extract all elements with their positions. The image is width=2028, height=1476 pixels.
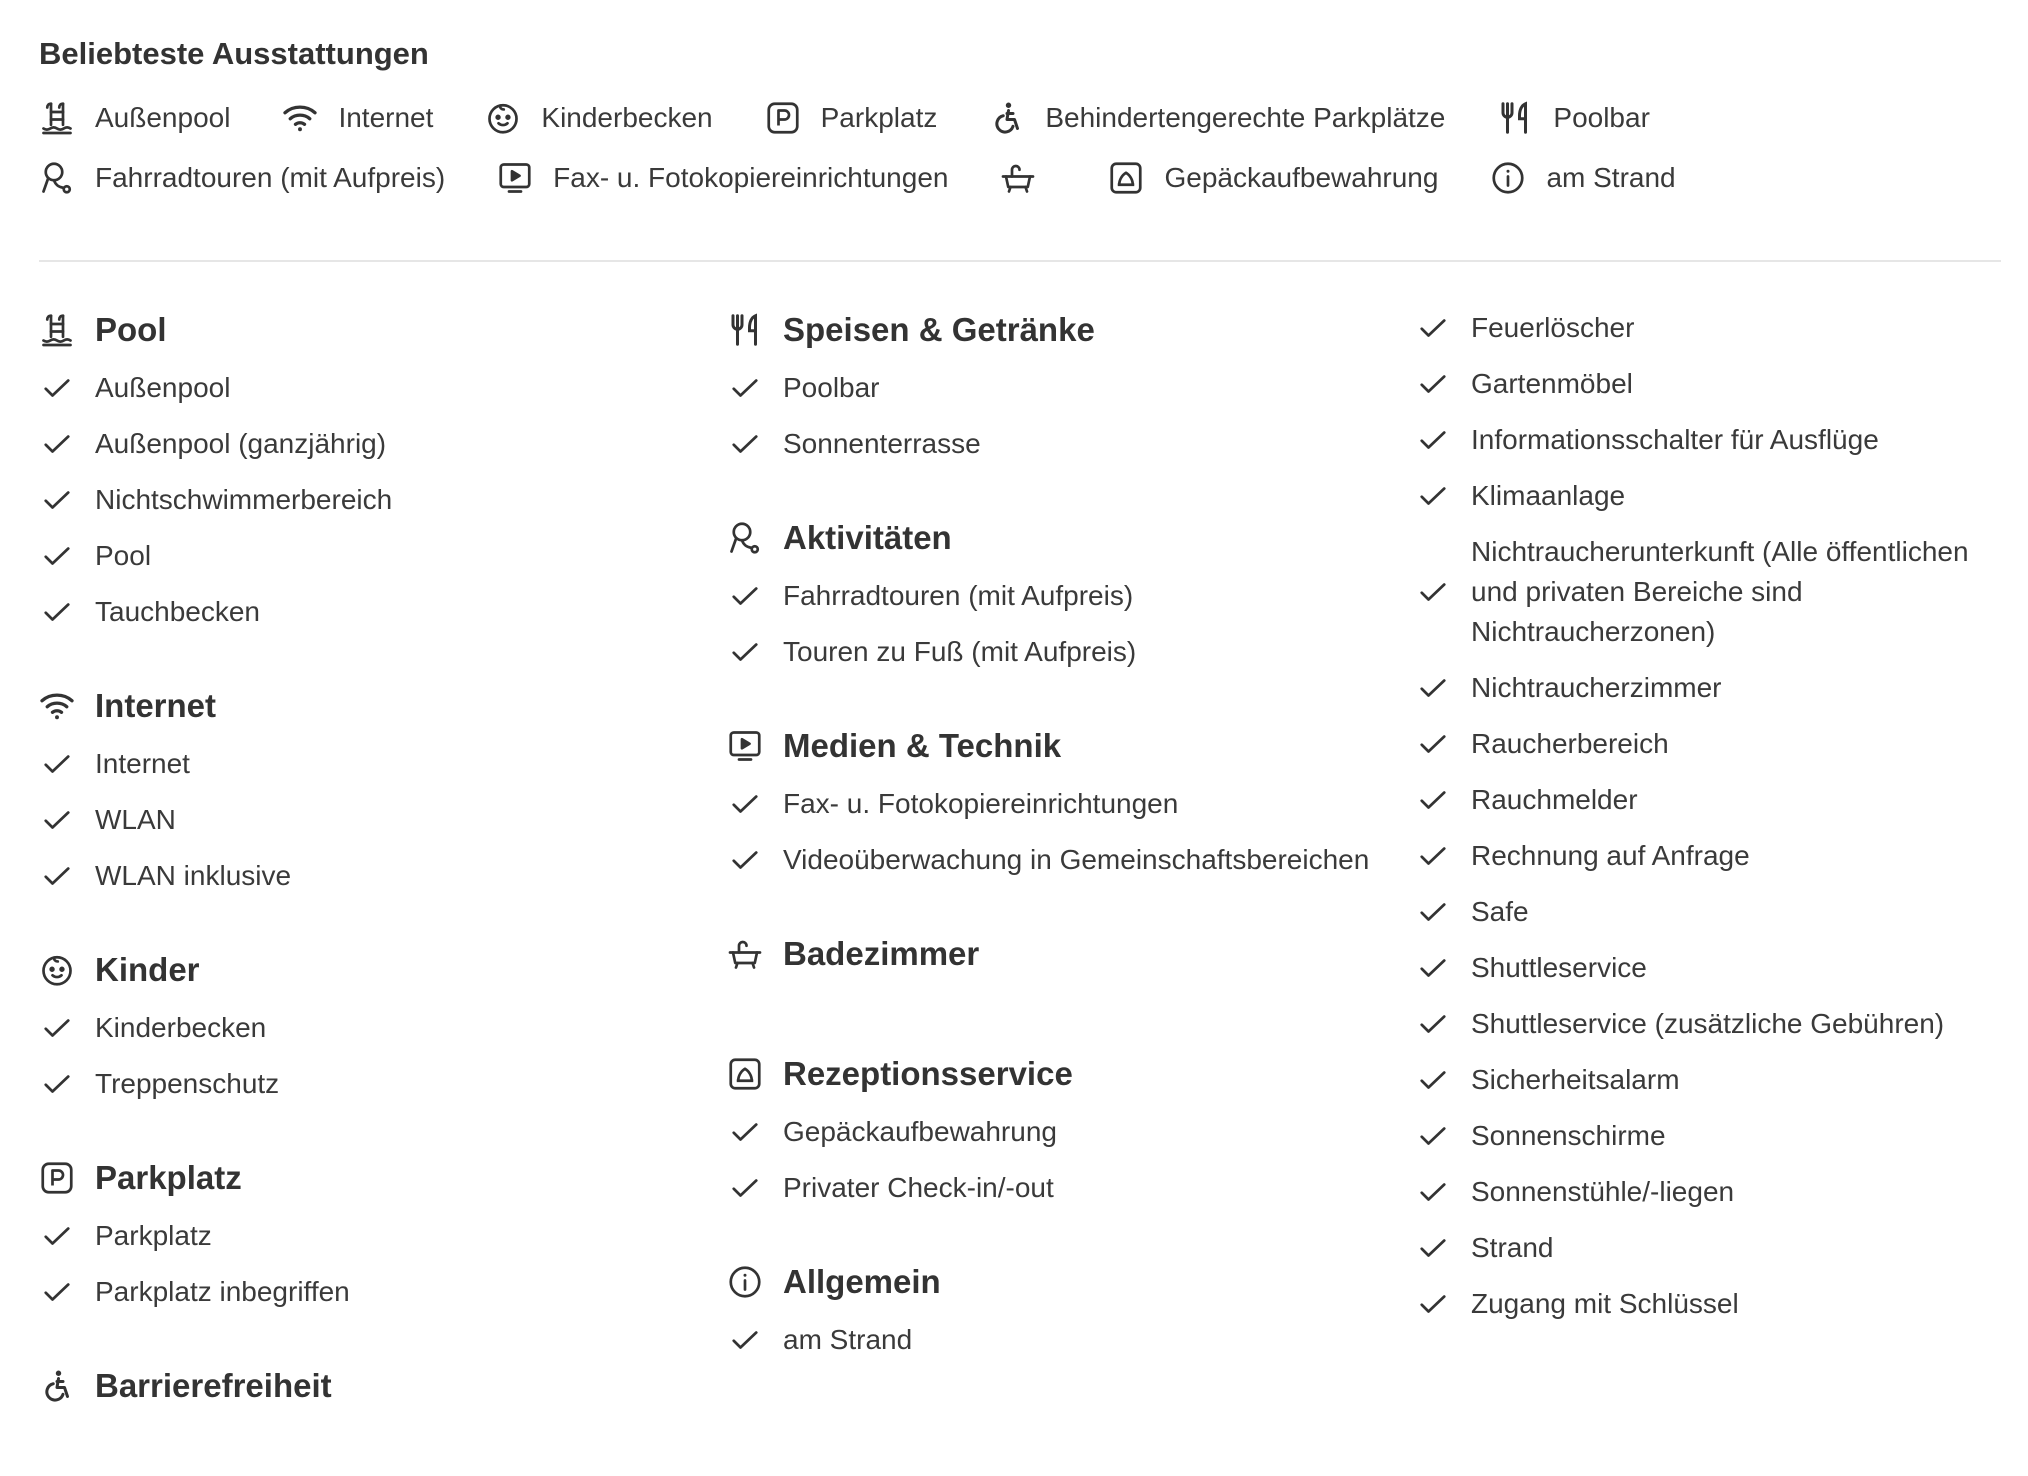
section-header <box>39 676 699 736</box>
amenity-label: Poolbar <box>783 372 880 403</box>
wheelchair-icon <box>39 1368 75 1404</box>
check-icon <box>39 746 75 782</box>
amenity-list-item <box>39 1264 699 1320</box>
amenity-label: Shuttleservice (zusätzliche Gebühren) <box>1471 1008 1945 1039</box>
check-icon <box>39 802 75 838</box>
amenity-label: Gepäckaufbewahrung <box>783 1116 1057 1147</box>
section-header <box>39 1356 699 1416</box>
amenity-list-item <box>1415 716 2015 772</box>
amenity-label: Fahrradtouren (mit Aufpreis) <box>783 580 1134 611</box>
popular-amenities-title: Beliebteste Ausstattungen <box>39 36 429 71</box>
section-title: Kinder <box>95 951 200 988</box>
amenity-list-item <box>1415 356 2015 412</box>
section-title: Pool <box>95 311 167 348</box>
popular-amenity-item <box>485 100 712 136</box>
amenity-label: Außenpool <box>95 372 231 403</box>
amenity-label: Außenpool (ganzjährig) <box>95 428 387 459</box>
check-icon <box>1415 1230 1451 1266</box>
popular-amenities-row-2 <box>39 160 1728 196</box>
amenity-label: Rechnung auf Anfrage <box>1471 840 1750 871</box>
popular-amenity-item <box>1000 160 1056 196</box>
amenity-label: WLAN inklusive <box>95 860 292 891</box>
section-header <box>39 300 699 360</box>
section-title: Parkplatz <box>95 1159 242 1196</box>
amenity-label: Privater Check-in/-out <box>783 1172 1054 1203</box>
amenities-column-3 <box>1415 300 2015 1332</box>
amenity-list-item <box>727 568 1387 624</box>
popular-amenity-label: am Strand <box>1546 162 1676 193</box>
section-header <box>39 940 699 1000</box>
amenity-label: Rauchmelder <box>1471 784 1638 815</box>
amenity-list-item <box>39 416 699 472</box>
amenity-list-item <box>39 1056 699 1112</box>
amenity-list-item <box>1415 660 2015 716</box>
amenity-list-item <box>1415 1276 2015 1332</box>
amenity-list-item <box>1415 884 2015 940</box>
popular-amenity-label: Fahrradtouren (mit Aufpreis) <box>95 162 446 193</box>
check-icon <box>1415 1062 1451 1098</box>
check-icon <box>1415 670 1451 706</box>
check-icon <box>727 370 763 406</box>
bathtub-icon <box>727 936 763 972</box>
amenity-list-item <box>1415 1108 2015 1164</box>
info-icon <box>727 1264 763 1300</box>
popular-amenity-label: Internet <box>338 102 434 133</box>
reception-bell-icon <box>1108 160 1144 196</box>
amenity-list-item <box>1415 828 2015 884</box>
amenity-list-item <box>39 584 699 640</box>
amenity-label: Raucherbereich <box>1471 728 1669 759</box>
amenity-list-item <box>39 472 699 528</box>
media-play-icon <box>727 728 763 764</box>
amenity-list-item <box>1415 1052 2015 1108</box>
amenity-list-item <box>727 1160 1387 1216</box>
wifi-icon <box>39 688 75 724</box>
popular-amenity-label: Kinderbecken <box>541 102 713 133</box>
check-icon <box>727 786 763 822</box>
check-icon <box>1415 366 1451 402</box>
amenity-label: Klimaanlage <box>1471 480 1626 511</box>
check-icon <box>1415 726 1451 762</box>
amenity-list-item <box>39 360 699 416</box>
amenities-column-2 <box>727 300 1387 1404</box>
amenity-list-item <box>727 1104 1387 1160</box>
info-icon <box>1490 160 1526 196</box>
amenity-label: Sonnenstühle/-liegen <box>1471 1176 1735 1207</box>
reception-bell-icon <box>727 1056 763 1092</box>
check-icon <box>727 1170 763 1206</box>
amenity-label: Gartenmöbel <box>1471 368 1633 399</box>
check-icon <box>1415 422 1451 458</box>
check-icon <box>39 858 75 894</box>
section-title: Badezimmer <box>783 935 980 972</box>
section-title: Rezeptionsservice <box>783 1055 1073 1092</box>
amenity-list-item <box>727 832 1387 888</box>
fork-knife-icon <box>727 312 763 348</box>
amenity-section <box>727 1044 1387 1216</box>
amenity-list-item <box>727 416 1387 472</box>
check-icon <box>727 1322 763 1358</box>
amenity-list-item <box>1415 1220 2015 1276</box>
amenity-label: Internet <box>95 748 190 779</box>
amenity-list-item <box>39 736 699 792</box>
amenity-list-item <box>727 776 1387 832</box>
check-icon <box>39 538 75 574</box>
amenity-list-item <box>39 1208 699 1264</box>
section-title: Barrierefreiheit <box>95 1367 332 1404</box>
baby-face-icon <box>39 952 75 988</box>
amenity-section <box>39 940 699 1112</box>
popular-amenity-item <box>497 160 948 196</box>
section-title: Medien & Technik <box>783 727 1062 764</box>
amenity-label: Parkplatz inbegriffen <box>95 1276 350 1307</box>
amenity-label: Sonnenschirme <box>1471 1120 1666 1151</box>
popular-amenity-label: Parkplatz <box>820 102 938 133</box>
check-icon <box>39 594 75 630</box>
check-icon <box>1415 310 1451 346</box>
section-header <box>727 508 1387 568</box>
fork-knife-icon <box>1497 100 1533 136</box>
amenity-list-item <box>39 848 699 904</box>
amenity-section <box>39 1356 699 1416</box>
amenity-list-item <box>39 528 699 584</box>
amenity-section <box>727 716 1387 888</box>
baby-face-icon <box>485 100 521 136</box>
amenity-label: Nichtraucherzimmer <box>1471 672 1722 703</box>
check-icon <box>1415 782 1451 818</box>
amenity-label: Videoüberwachung in Gemeinschaftsbereichen <box>783 844 1370 875</box>
amenity-list-item <box>1415 940 2015 996</box>
check-icon <box>1415 1006 1451 1042</box>
check-icon <box>727 578 763 614</box>
section-title: Aktivitäten <box>783 519 952 556</box>
amenity-section <box>39 676 699 904</box>
wifi-icon <box>282 100 318 136</box>
amenity-label: Sicherheitsalarm <box>1471 1064 1680 1095</box>
amenity-label: Fax- u. Fotokopiereinrichtungen <box>783 788 1179 819</box>
check-icon <box>39 370 75 406</box>
popular-amenity-label: Fax- u. Fotokopiereinrichtungen <box>553 162 949 193</box>
amenity-label: WLAN <box>95 804 176 835</box>
check-icon <box>39 426 75 462</box>
amenity-label: Nichtraucherunterkunft (Alle öffentlichen und privaten Bereiche sind Nichtraucherzonen) <box>1471 536 1969 647</box>
popular-amenity-label: Außenpool <box>95 102 231 133</box>
amenity-section <box>727 1252 1387 1368</box>
amenity-label: Informationsschalter für Ausflüge <box>1471 424 1879 455</box>
amenity-section <box>727 924 1387 984</box>
section-title: Allgemein <box>783 1263 941 1300</box>
amenity-label: Parkplatz <box>95 1220 212 1251</box>
amenity-list-item <box>1415 772 2015 828</box>
amenity-label: Sonnenterrasse <box>783 428 981 459</box>
amenity-section <box>727 508 1387 680</box>
check-icon <box>39 1218 75 1254</box>
parking-icon <box>765 100 801 136</box>
amenity-section <box>727 300 1387 472</box>
popular-amenity-label: Behindertengerechte Parkplätze <box>1045 102 1446 133</box>
check-icon <box>1415 894 1451 930</box>
amenity-label: Strand <box>1471 1232 1554 1263</box>
pool-ladder-icon <box>39 312 75 348</box>
check-icon <box>1415 838 1451 874</box>
amenities-column-1 <box>39 300 699 1476</box>
check-icon <box>1415 950 1451 986</box>
popular-amenity-label: Gepäckaufbewahrung <box>1164 162 1439 193</box>
amenity-label: Touren zu Fuß (mit Aufpreis) <box>783 636 1137 667</box>
amenity-label: am Strand <box>783 1324 913 1355</box>
amenity-list-item <box>1415 412 2015 468</box>
section-header <box>39 1148 699 1208</box>
amenity-list-item <box>727 624 1387 680</box>
amenity-label: Kinderbecken <box>95 1012 267 1043</box>
bathtub-icon <box>1000 160 1036 196</box>
section-header <box>727 1252 1387 1312</box>
activity-icon <box>39 160 75 196</box>
activity-icon <box>727 520 763 556</box>
check-icon <box>39 1274 75 1310</box>
popular-amenity-item <box>1490 160 1675 196</box>
amenity-section <box>39 300 699 640</box>
popular-amenity-item <box>1108 160 1438 196</box>
parking-icon <box>39 1160 75 1196</box>
check-icon <box>39 1066 75 1102</box>
amenity-list-item <box>1415 1164 2015 1220</box>
amenity-list-item <box>1415 996 2015 1052</box>
section-title: Speisen & Getränke <box>783 311 1095 348</box>
section-header <box>727 300 1387 360</box>
check-icon <box>727 842 763 878</box>
amenity-label: Safe <box>1471 896 1529 927</box>
amenity-list-item <box>1415 468 2015 524</box>
check-icon <box>727 426 763 462</box>
check-icon <box>1415 478 1451 514</box>
check-icon <box>1415 1174 1451 1210</box>
amenity-list-item <box>727 360 1387 416</box>
popular-amenity-item <box>765 100 938 136</box>
section-divider <box>39 260 2001 262</box>
popular-amenity-label: Poolbar <box>1553 102 1650 133</box>
check-icon <box>39 482 75 518</box>
amenity-label: Feuerlöscher <box>1471 312 1635 343</box>
amenity-label: Pool <box>95 540 152 571</box>
popular-amenity-item <box>989 100 1445 136</box>
section-title: Internet <box>95 687 217 724</box>
amenity-list-item <box>39 1000 699 1056</box>
amenity-label: Zugang mit Schlüssel <box>1471 1288 1739 1319</box>
check-icon <box>1415 1286 1451 1322</box>
check-icon <box>727 634 763 670</box>
amenity-section <box>39 1148 699 1320</box>
check-icon <box>1415 1118 1451 1154</box>
popular-amenity-item <box>39 100 230 136</box>
amenity-list-item <box>1415 300 2015 356</box>
popular-amenity-item <box>39 160 445 196</box>
section-header <box>727 924 1387 984</box>
amenity-list-item <box>727 1312 1387 1368</box>
popular-amenity-item <box>282 100 433 136</box>
amenity-label: Shuttleservice <box>1471 952 1647 983</box>
popular-amenities-row-1 <box>39 100 1702 136</box>
check-icon <box>727 1114 763 1150</box>
check-icon <box>1415 574 1451 610</box>
amenity-label: Nichtschwimmerbereich <box>95 484 393 515</box>
popular-amenity-item <box>1497 100 1650 136</box>
check-icon <box>39 1010 75 1046</box>
amenity-list-item <box>1415 524 2015 660</box>
media-play-icon <box>497 160 533 196</box>
wheelchair-icon <box>989 100 1025 136</box>
amenity-label: Treppenschutz <box>95 1068 280 1099</box>
amenity-label: Tauchbecken <box>95 596 261 627</box>
section-header <box>727 1044 1387 1104</box>
pool-ladder-icon <box>39 100 75 136</box>
amenity-list-item <box>39 792 699 848</box>
section-header <box>727 716 1387 776</box>
